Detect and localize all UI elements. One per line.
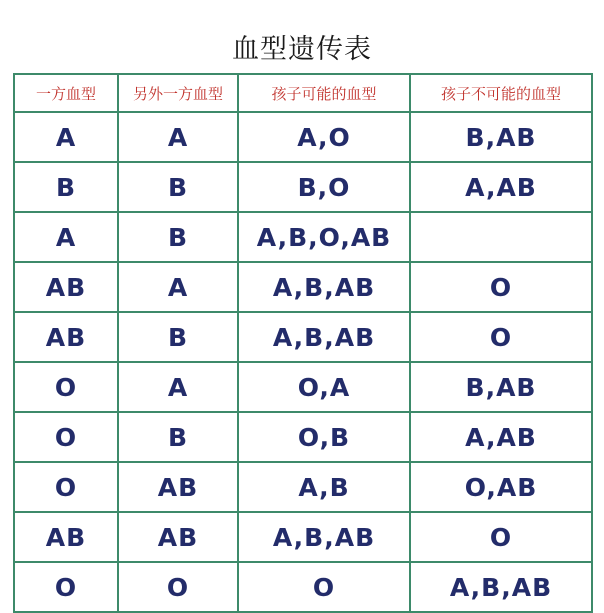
cell-child-impossible: O bbox=[410, 312, 592, 362]
header-child-impossible: 孩子不可能的血型 bbox=[410, 74, 592, 112]
table-header-row bbox=[14, 74, 592, 112]
header-parent-two: 另外一方血型 bbox=[118, 74, 238, 112]
cell-parent-two: B bbox=[118, 312, 238, 362]
cell-parent-two: AB bbox=[118, 462, 238, 512]
cell-parent-one: O bbox=[14, 562, 118, 612]
cell-parent-two: A bbox=[118, 112, 238, 162]
cell-child-possible: A,B bbox=[238, 462, 410, 512]
cell-parent-one: O bbox=[14, 412, 118, 462]
cell-child-possible: A,O bbox=[238, 112, 410, 162]
cell-parent-two: B bbox=[118, 412, 238, 462]
cell-child-impossible: B,AB bbox=[410, 112, 592, 162]
cell-child-possible: A,B,AB bbox=[238, 312, 410, 362]
cell-parent-one: A bbox=[14, 112, 118, 162]
cell-parent-two: A bbox=[118, 262, 238, 312]
table-row bbox=[14, 262, 592, 312]
cell-child-possible: O,A bbox=[238, 362, 410, 412]
cell-child-possible: O bbox=[238, 562, 410, 612]
cell-parent-one: AB bbox=[14, 512, 118, 562]
cell-parent-one: AB bbox=[14, 262, 118, 312]
cell-child-possible: O,B bbox=[238, 412, 410, 462]
cell-parent-two: A bbox=[118, 362, 238, 412]
cell-child-impossible bbox=[410, 212, 592, 262]
table-row bbox=[14, 412, 592, 462]
blood-type-table bbox=[13, 73, 593, 613]
page-title: 血型遗传表 bbox=[232, 34, 372, 65]
cell-parent-two: O bbox=[118, 562, 238, 612]
table-row bbox=[14, 462, 592, 512]
cell-child-possible: A,B,O,AB bbox=[238, 212, 410, 262]
table-row bbox=[14, 212, 592, 262]
cell-child-possible: A,B,AB bbox=[238, 262, 410, 312]
cell-parent-one: O bbox=[14, 462, 118, 512]
cell-child-impossible: A,AB bbox=[410, 162, 592, 212]
cell-child-impossible: B,AB bbox=[410, 362, 592, 412]
header-child-possible: 孩子可能的血型 bbox=[238, 74, 410, 112]
table-row bbox=[14, 362, 592, 412]
table-row bbox=[14, 162, 592, 212]
table-row bbox=[14, 312, 592, 362]
cell-child-impossible: A,AB bbox=[410, 412, 592, 462]
cell-parent-two: B bbox=[118, 162, 238, 212]
cell-parent-one: O bbox=[14, 362, 118, 412]
cell-parent-one: A bbox=[14, 212, 118, 262]
cell-parent-one: B bbox=[14, 162, 118, 212]
table-row bbox=[14, 562, 592, 612]
cell-child-impossible: O,AB bbox=[410, 462, 592, 512]
table-row bbox=[14, 512, 592, 562]
table-row bbox=[14, 112, 592, 162]
cell-child-possible: A,B,AB bbox=[238, 512, 410, 562]
cell-child-impossible: O bbox=[410, 512, 592, 562]
cell-parent-one: AB bbox=[14, 312, 118, 362]
cell-child-impossible: O bbox=[410, 262, 592, 312]
cell-child-possible: B,O bbox=[238, 162, 410, 212]
cell-parent-two: AB bbox=[118, 512, 238, 562]
cell-child-impossible: A,B,AB bbox=[410, 562, 592, 612]
cell-parent-two: B bbox=[118, 212, 238, 262]
header-parent-one: 一方血型 bbox=[14, 74, 118, 112]
